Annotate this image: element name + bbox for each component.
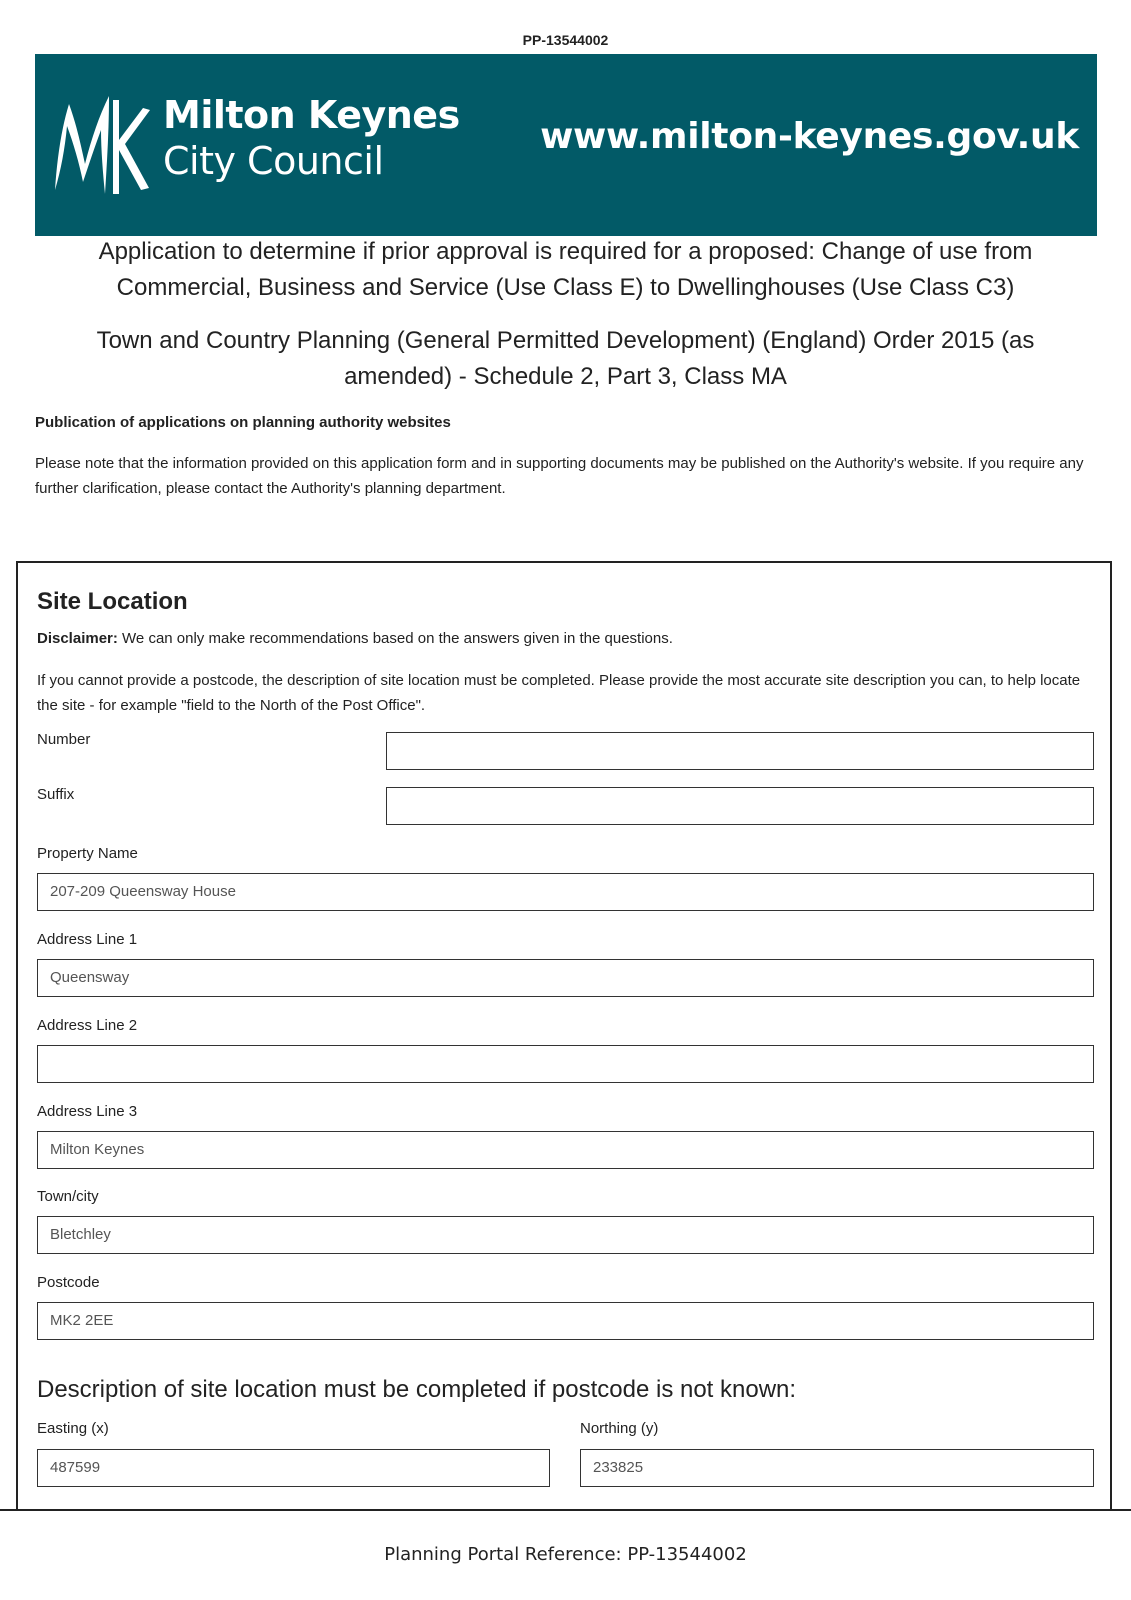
page-divider xyxy=(0,1509,1131,1511)
top-reference: PP-13544002 xyxy=(522,32,609,48)
mk-logo-icon xyxy=(51,90,151,198)
council-name-line2: City Council xyxy=(163,139,384,183)
number-label: Number xyxy=(37,731,91,748)
publication-text: Please note that the information provided on this application form and in supporting documents may be published on the Authority's website. If you require any further clarification, please contact the Authority's planning department. xyxy=(35,455,1084,497)
site-description-heading: Description of site location must be completed if postcode is not known: xyxy=(37,1376,797,1403)
address-line-1-field[interactable]: Queensway xyxy=(37,959,1094,997)
instruction-text: If you cannot provide a postcode, the description of site location must be completed. Please provide the most accurate site description you can, to help locate the site - for example "field to the North of the Post Office". xyxy=(37,672,1081,714)
property-name-field[interactable]: 207-209 Queensway House xyxy=(37,873,1094,911)
town-city-field[interactable]: Bletchley xyxy=(37,1216,1094,1254)
council-name xyxy=(163,92,460,184)
disclaimer xyxy=(37,630,673,647)
footer-reference: Planning Portal Reference: PP-13544002 xyxy=(384,1544,747,1565)
number-field[interactable] xyxy=(386,732,1094,770)
postcode-field[interactable]: MK2 2EE xyxy=(37,1302,1094,1340)
suffix-field[interactable] xyxy=(386,787,1094,825)
address-line-2-field[interactable] xyxy=(37,1045,1094,1083)
address-line-3-field[interactable]: Milton Keynes xyxy=(37,1131,1094,1169)
council-name-line1: Milton Keynes xyxy=(163,93,460,137)
disclaimer-text: We can only make recommendations based on the answers given in the questions. xyxy=(117,630,673,647)
northing-label: Northing (y) xyxy=(580,1420,659,1437)
suffix-label: Suffix xyxy=(37,786,75,803)
form-title-line2: Town and Country Planning (General Permitted Development) (England) Order 2015 (as amended) - Schedule 2, Part 3, Class MA xyxy=(96,327,1035,390)
easting-field[interactable]: 487599 xyxy=(37,1449,550,1487)
form-title-line1: Application to determine if prior approval is required for a proposed: Change of use from Commercial, Business and Service (Use Class E) to Dwellinghouses (Use Class C3) xyxy=(98,238,1033,301)
property-name-label: Property Name xyxy=(37,845,138,862)
address-line-3-label: Address Line 3 xyxy=(37,1103,138,1120)
northing-field[interactable]: 233825 xyxy=(580,1449,1094,1487)
council-banner xyxy=(35,54,1097,236)
address-line-1-label: Address Line 1 xyxy=(37,931,138,948)
address-line-2-label: Address Line 2 xyxy=(37,1017,138,1034)
publication-heading: Publication of applications on planning authority websites xyxy=(35,414,451,431)
postcode-label: Postcode xyxy=(37,1274,100,1291)
easting-label: Easting (x) xyxy=(37,1420,109,1437)
disclaimer-label: Disclaimer: xyxy=(37,630,118,647)
section-title: Site Location xyxy=(37,588,188,615)
form-title xyxy=(60,234,1071,412)
town-city-label: Town/city xyxy=(37,1188,99,1205)
council-website-link[interactable]: www.milton-keynes.gov.uk xyxy=(540,116,1079,157)
